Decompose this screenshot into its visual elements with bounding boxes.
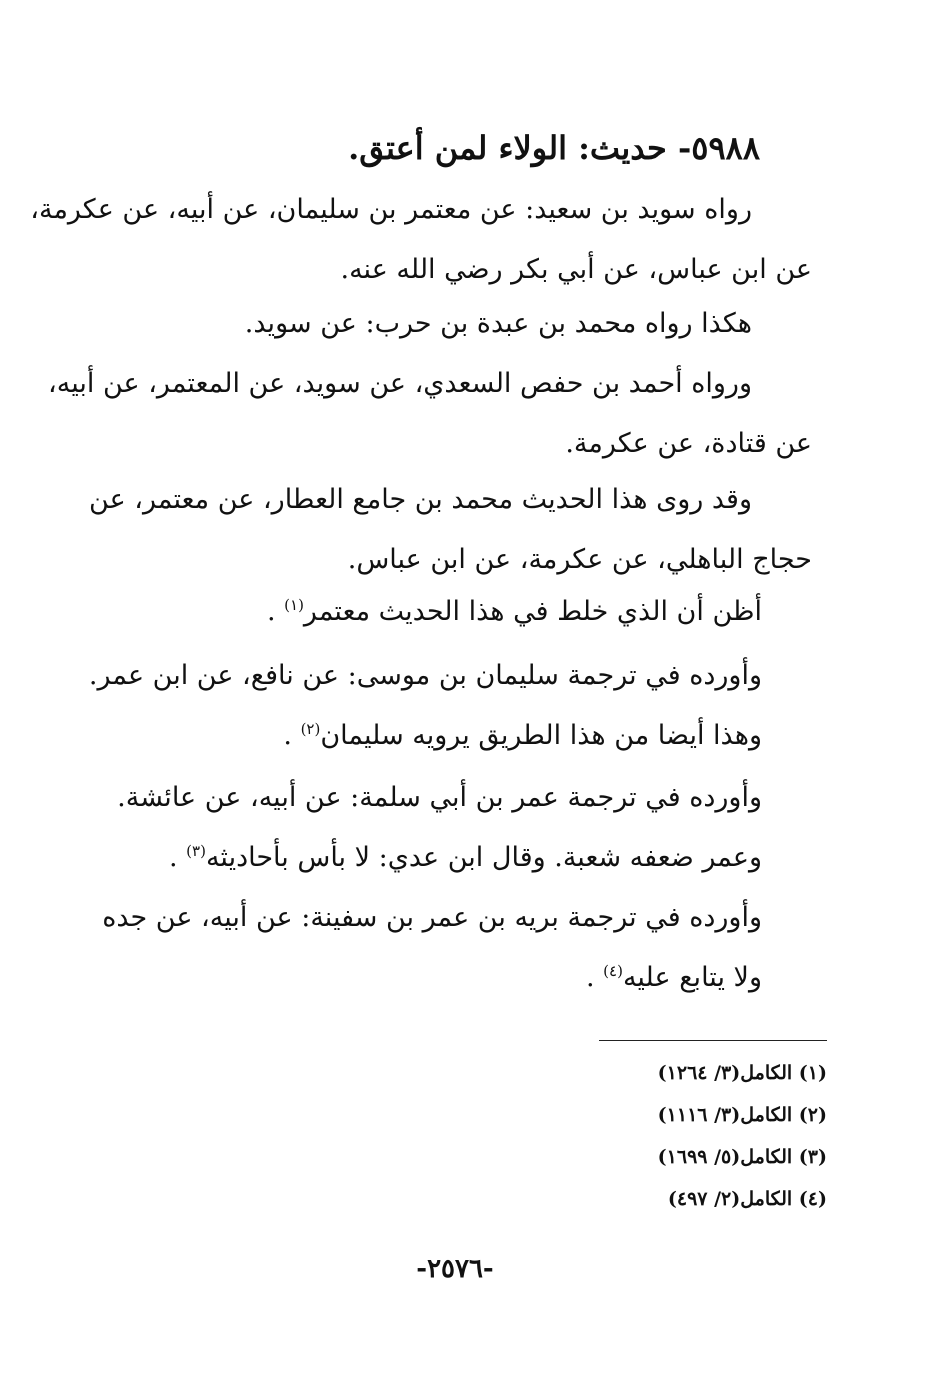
paragraph-4: [89, 470, 812, 590]
paragraph-line: وأورده في ترجمة عمر بن أبي سلمة: عن أبيه، عن عائشة.: [117, 782, 762, 813]
paragraph-line: وأورده في ترجمة سليمان بن موسى: عن نافع، عن ابن عمر.: [88, 660, 762, 691]
paragraph-end: .: [266, 596, 285, 627]
page-number: -٢٥٧٦-: [416, 1254, 494, 1284]
paragraph-line: عن قتادة، عن عكرمة.: [565, 428, 812, 459]
paragraph-6: [88, 646, 762, 706]
paragraph-line: [142, 828, 762, 888]
paragraph-line: رواه سويد بن سعيد: عن معتمر بن سليمان، عن أبيه، عن عكرمة،: [30, 194, 752, 225]
paragraph-5: [142, 582, 762, 642]
footnote-item: (٣) الكامل(٥/ ١٦٩٩): [657, 1146, 827, 1168]
footnote-item: (١) الكامل(٣/ ١٢٦٤): [657, 1062, 827, 1084]
paragraph-line: عن ابن عباس، عن أبي بكر رضي الله عنه.: [340, 254, 812, 285]
paragraph-8: [117, 768, 762, 828]
paragraph-end: .: [169, 842, 187, 873]
paragraph-text: وهذا أيضا من هذا الطريق يرويه سليمان: [320, 720, 762, 751]
paragraph-line: [142, 948, 762, 1008]
footnote-divider: [599, 1040, 827, 1041]
paragraph-1: [30, 180, 812, 300]
paragraph-text: أظن أن الذي خلط في هذا الحديث معتمر: [303, 596, 762, 627]
paragraph-10: [102, 888, 762, 1008]
paragraph-2: [132, 294, 812, 354]
paragraph-line: ورواه أحمد بن حفص السعدي، عن سويد، عن المعتمر، عن أبيه،: [48, 368, 752, 399]
footnote-item: (٤) الكامل(٢/ ٤٩٧): [667, 1188, 827, 1210]
paragraph-line: [142, 582, 762, 642]
paragraph-line: [142, 706, 762, 766]
footnote-marker: (٤): [603, 962, 623, 980]
footnote-marker: (٣): [186, 842, 206, 860]
footnote-item: (٢) الكامل(٣/ ١١١٦): [657, 1104, 827, 1126]
paragraph-7: [142, 706, 762, 766]
paragraph-3: [48, 354, 812, 474]
paragraph-end: .: [283, 720, 301, 751]
paragraph-text: وعمر ضعفه شعبة. وقال ابن عدي: لا بأس بأحاديثه: [205, 842, 762, 873]
hadith-heading: ٥٩٨٨- حديث: الولاء لمن أعتق.: [348, 129, 760, 167]
paragraph-9: [142, 828, 762, 888]
paragraph-line: هكذا رواه محمد بن عبدة بن حرب: عن سويد.: [244, 308, 752, 339]
footnote-marker: (٢): [300, 720, 321, 738]
paragraph-text: ولا يتابع عليه: [622, 962, 762, 993]
paragraph-line: حجاج الباهلي، عن عكرمة، عن ابن عباس.: [347, 544, 812, 575]
paragraph-end: .: [585, 962, 604, 993]
footnotes: [427, 1052, 827, 1220]
paragraph-line: وقد روى هذا الحديث محمد بن جامع العطار، عن معتمر، عن: [89, 484, 752, 515]
footnote-marker: (١): [284, 596, 304, 614]
paragraph-line: وأورده في ترجمة بريه بن عمر بن سفينة: عن أبيه، عن جده: [102, 902, 762, 933]
